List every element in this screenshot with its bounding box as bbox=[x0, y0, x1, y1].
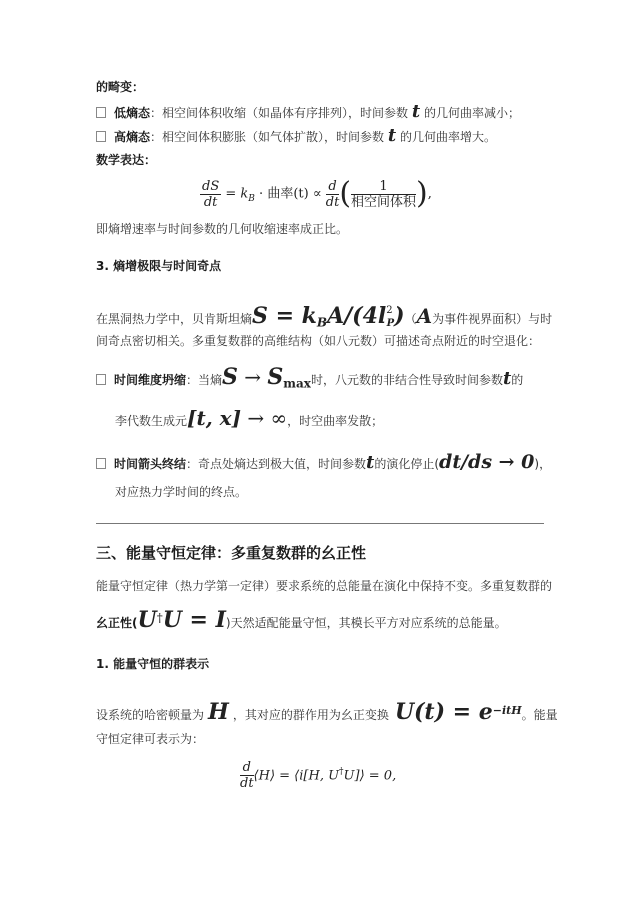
bullet-high-entropy: 高熵态：相空间体积膨胀（如气体扩散），时间参数 t 的几何曲率增大。 bbox=[96, 128, 496, 145]
paragraph-unitarity: 幺正性(U†U = I)天然适配能量守恒，其模长平方对应系统的总能量。 bbox=[96, 607, 507, 633]
section-heading-group-representation: 1. 能量守恒的群表示 bbox=[96, 657, 210, 671]
bullet-time-arrow-end-line2: 对应热力学时间的终点。 bbox=[115, 485, 248, 499]
section-divider bbox=[96, 523, 544, 524]
entropy-rate-equation: $\frac{dS}{dt}$ = $k_B$ · 曲率(t) ∝ $\frac{d}{dt}$ ( $\frac{1}{\text{相空间体积}}$ ), bbox=[202, 176, 432, 211]
bullet-time-dimension-collapse: 时间维度坍缩：当熵$S \to S_{max}$时，八元数的非结合性导致时间参数t的 bbox=[96, 362, 523, 392]
paragraph-continuation: 的畸变： bbox=[96, 80, 145, 94]
energy-conservation-equation: $\frac{d}{dt}$ ⟨H⟩ = ⟨i[H, U†U]⟩ = 0, bbox=[240, 760, 397, 792]
bullet-box-icon bbox=[96, 374, 106, 385]
bullet-box-icon bbox=[96, 107, 106, 118]
d-dt-fraction: $\frac{d}{dt}$ bbox=[240, 760, 254, 792]
section-heading-energy-conservation: 三、能量守恒定律：多重复数群的幺正性 bbox=[96, 544, 367, 562]
inverse-volume-fraction: $\frac{1}{\text{相空间体积}}$ bbox=[351, 178, 417, 210]
bullet-box-icon bbox=[96, 131, 106, 142]
ds-dt-fraction: $\frac{dS}{dt}$ bbox=[202, 178, 220, 210]
bullet-time-arrow-end: 时间箭头终结：奇点处熵达到极大值，时间参数t的演化停止(dt/ds → 0)， bbox=[96, 447, 551, 477]
d-dt-fraction: $\frac{d}{dt}$ bbox=[325, 178, 340, 210]
bullet-box-icon bbox=[96, 458, 106, 469]
bullet-low-entropy: 低熵态：相空间体积收缩（如晶体有序排列），时间参数 t 的几何曲率减小； bbox=[96, 104, 520, 121]
paragraph-energy-conservation: 能量守恒定律（热力学第一定律）要求系统的总能量在演化中保持不变。多重复数群的 bbox=[96, 579, 553, 593]
paragraph-hamiltonian-line2: 守恒定律可表示为： bbox=[96, 732, 205, 746]
paragraph-bekenstein-line2: 间奇点密切相关。多重复数群的高维结构（如八元数）可描述奇点附近的时空退化： bbox=[96, 334, 541, 348]
bullet-time-dimension-collapse-line2: 李代数生成元[t, x] → ∞，时空曲率发散； bbox=[115, 406, 384, 430]
paragraph-rate-proportional: 即熵增速率与时间参数的几何收缩速率成正比。 bbox=[96, 222, 349, 236]
section-heading-entropy-limit: 3. 熵增极限与时间奇点 bbox=[96, 259, 222, 273]
paragraph-bekenstein: 在黑洞热力学中，贝肯斯坦熵$S = k_BA/(4l^2_P)(A$为事件视界面积）与时 bbox=[96, 303, 553, 330]
math-expression-label: 数学表达： bbox=[96, 153, 157, 167]
paragraph-hamiltonian: 设系统的哈密顿量为 H ，其对应的群作用为幺正变换 $U(t) = e^{-itH}$。能量 bbox=[96, 699, 558, 725]
